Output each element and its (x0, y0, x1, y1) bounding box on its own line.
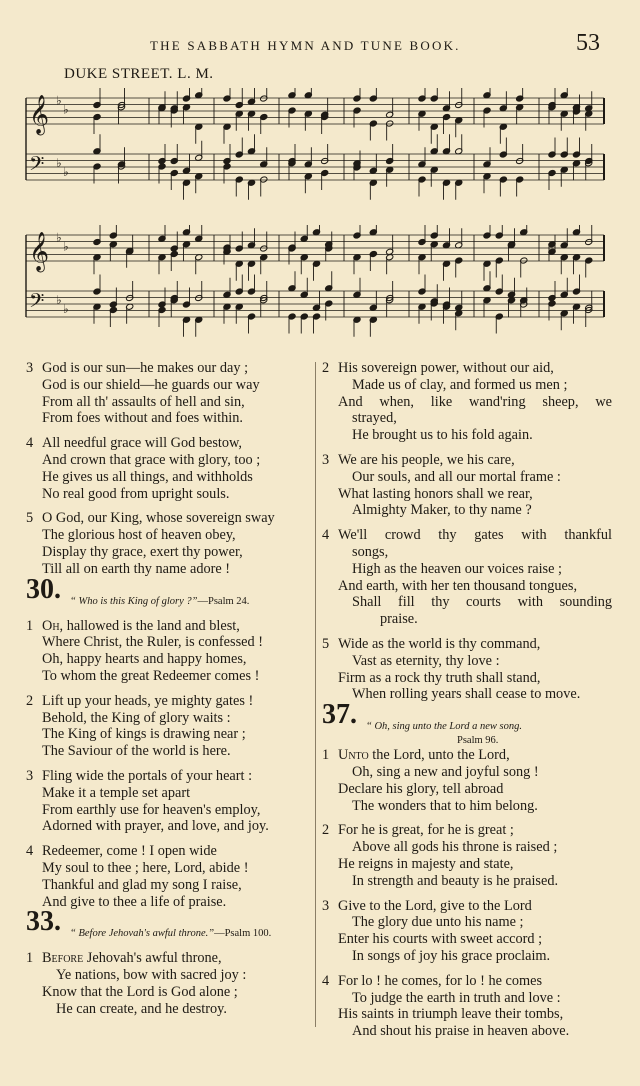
stanza-number: 2 (322, 360, 330, 376)
verse-line: The Saviour of the world is here. (42, 743, 231, 760)
flat-sign: ♭ (63, 102, 69, 117)
verse-line (26, 950, 310, 967)
stanza-number: 4 (26, 435, 34, 452)
verse-line: God is our sun—he makes our day ; (42, 360, 249, 376)
verse-line: In strength and beauty is he praised. (352, 872, 559, 889)
caption-text: “ Who is this King of glory ?” (70, 595, 198, 607)
verse-line: In songs of joy his grace proclaim. (352, 947, 551, 964)
verse-line: Our souls, and all our mortal frame : (352, 468, 561, 485)
caption-source: Psalm 96. (457, 735, 499, 747)
stanza-number: 4 (322, 527, 330, 544)
line-rest: the Lord, unto the Lord, (368, 747, 510, 764)
verse-line: He reigns in majesty and state, (338, 855, 514, 872)
stanza (322, 360, 612, 444)
line-rest: Jehovah's awful throne, (83, 950, 222, 967)
music-staff-system (22, 225, 612, 337)
stanza (322, 747, 612, 814)
first-word: Before (42, 950, 84, 967)
verse-line: Adorned with prayer, and love, and joy. (42, 818, 269, 835)
verse-line: From all th' assaults of hell and sin, (42, 393, 245, 410)
verse-line: To whom the great Redeemer comes ! (42, 667, 260, 684)
verse-line: Ye nations, bow with sacred joy : (56, 967, 247, 984)
verse-line: For lo ! he comes, for lo ! he comes (338, 972, 543, 989)
hymn-caption (70, 594, 249, 611)
verse-line: Fling wide the portals of your heart : (42, 767, 253, 784)
verse-line: High as the heaven our voices raise ; (352, 560, 563, 577)
verse-line: Lift up your heads, ye mighty gates ! (42, 692, 254, 709)
flat-sign: ♭ (56, 293, 62, 307)
hymn-caption (366, 719, 522, 736)
first-word: Unto (338, 747, 369, 764)
verse-line: Vast as eternity, thy love : (352, 652, 500, 669)
verse-line: And when, like wand'ring sheep, we (338, 393, 612, 410)
verse-line: Above all gods his throne is raised ; (352, 839, 558, 856)
caption-source: —Psalm 100. (214, 928, 272, 940)
caption-text: “ Oh, sing unto the Lord a new song. (366, 721, 522, 733)
music-system-1 (22, 88, 612, 200)
verse-line: strayed, (352, 410, 397, 427)
verse-line: songs, (352, 543, 389, 560)
stanza-number: 3 (26, 767, 34, 784)
hymn-heading (26, 906, 310, 946)
stanza (322, 973, 612, 1040)
verse-line: To judge the earth in truth and love : (352, 989, 561, 1006)
verse-line: Redeemer, come ! I open wide (42, 843, 217, 860)
stanza (322, 527, 612, 628)
verse-line: Oh, happy hearts and happy homes, (42, 651, 247, 668)
music-staff-system (22, 88, 612, 200)
flat-sign: ♭ (56, 156, 62, 170)
flat-sign: ♭ (56, 93, 62, 108)
verse-line: Oh, sing a new and joyful song ! (352, 763, 539, 780)
verse-line: O God, our King, whose sovereign sway (42, 510, 275, 527)
stanza (26, 950, 310, 1017)
verse-line: Where Christ, the Ruler, is confessed ! (42, 634, 263, 651)
stanza-number: 1 (26, 617, 34, 634)
stanza (26, 360, 310, 427)
stanza (26, 843, 310, 910)
stanza-number: 5 (26, 510, 34, 527)
verse-line: All needful grace will God bestow, (42, 435, 242, 452)
bass-clef: 𝄢 (29, 289, 45, 318)
verse-line (322, 747, 612, 764)
hymn-number: 30. (26, 573, 61, 605)
verse-line: Shall fill thy courts with sounding (352, 594, 612, 611)
page-number: 53 (576, 30, 600, 56)
treble-clef: 𝄞 (29, 94, 50, 135)
flat-sign: ♭ (56, 230, 62, 245)
verse-line: His saints in triumph leave their tombs, (338, 1006, 564, 1023)
stanza-number: 4 (322, 972, 330, 989)
verse-line: Display thy grace, exert thy power, (42, 543, 243, 560)
hymn-number: 33. (26, 906, 61, 938)
stanza (322, 636, 612, 703)
stanza (322, 898, 612, 965)
verse-line: Give to the Lord, give to the Lord (338, 897, 532, 914)
stanza-number: 1 (322, 747, 330, 764)
verse-line: Firm as a rock thy truth shall stand, (338, 669, 541, 686)
verse-line: The wonders that to him belong. (352, 797, 538, 814)
verse-line: He can create, and he destroy. (56, 1000, 227, 1017)
verse-line: And earth, with her ten thousand tongues, (338, 577, 578, 594)
verse-line: My soul to thee ; here, Lord, abide ! (42, 859, 249, 876)
verse-line: The glory due unto his name ; (352, 914, 524, 931)
verse-line: praise. (380, 611, 418, 628)
verse-line: Declare his glory, tell abroad (338, 780, 504, 797)
verse-line: The King of kings is drawing near ; (42, 726, 246, 743)
verse-line: His sovereign power, without our aid, (338, 360, 554, 376)
verse-line: And crown that grace with glory, too ; (42, 451, 261, 468)
stanza-number: 3 (26, 360, 34, 376)
flat-sign: ♭ (63, 302, 69, 317)
verse-line: We'll crowd thy gates with thankful (338, 527, 612, 544)
stanza-number: 4 (26, 843, 34, 860)
stanza (322, 822, 612, 889)
stanza (26, 693, 310, 760)
verse-line: What lasting honors shall we rear, (338, 485, 533, 502)
verse-line (26, 618, 310, 635)
verse-line: From foes without and foes within. (42, 410, 243, 427)
caption-source: —Psalm 24. (197, 595, 250, 607)
verse-line: Behold, the King of glory waits : (42, 709, 231, 726)
stanza-number: 2 (322, 822, 330, 839)
right-column (322, 360, 612, 1048)
left-column (26, 360, 310, 1026)
stanza-number: 3 (322, 451, 330, 468)
bass-clef: 𝄢 (29, 152, 45, 181)
verse-line: And give to thee a life of praise. (42, 893, 227, 910)
stanza (26, 768, 310, 835)
stanza (26, 618, 310, 685)
hymn-heading (26, 573, 310, 614)
verse-line: Make it a temple set apart (42, 784, 191, 801)
verse-line: Thankful and glad my song I raise, (42, 876, 242, 893)
column-divider (315, 362, 316, 1027)
music-system-2 (22, 225, 612, 337)
verse-line: We are his people, we his care, (338, 451, 515, 468)
hymn-heading (322, 699, 612, 747)
verse-line: From earthly use for heaven's employ, (42, 801, 261, 818)
verse-line: No real good from upright souls. (42, 485, 230, 502)
flat-sign: ♭ (63, 165, 69, 180)
verse-line: When rolling years shall cease to move. (352, 686, 581, 703)
verse-line: Till all on earth thy name adore ! (42, 560, 231, 577)
stanza-number: 5 (322, 635, 330, 652)
running-title: THE SABBATH HYMN AND TUNE BOOK. (150, 38, 461, 53)
caption-text: “ Before Jehovah's awful throne.” (70, 928, 215, 940)
stanza-number: 3 (322, 897, 330, 914)
flat-sign: ♭ (63, 239, 69, 254)
verse-line: He gives us all things, and withholds (42, 468, 253, 485)
stanza-number: 1 (26, 950, 34, 967)
verse-line: Enter his courts with sweet accord ; (338, 931, 543, 948)
verse-line: And shout his praise in heaven above. (352, 1023, 570, 1040)
verse-line: Made us of clay, and formed us men ; (352, 376, 568, 393)
stanza (26, 435, 310, 502)
stanza-number: 2 (26, 692, 34, 709)
verse-line: He brought us to his fold again. (352, 427, 533, 444)
verse-line: For he is great, for he is great ; (338, 822, 514, 839)
verse-line: Wide as the world is thy command, (338, 635, 541, 652)
verse-line: The glorious host of heaven obey, (42, 527, 236, 544)
line-rest: hallowed is the land and blest, (63, 617, 240, 634)
treble-clef: 𝄞 (29, 231, 50, 272)
stanza (322, 452, 612, 519)
page-header (0, 30, 640, 60)
hymn-caption (70, 926, 271, 943)
verse-line: God is our shield—he guards our way (42, 376, 260, 393)
tune-name: DUKE STREET. L. M. (64, 66, 214, 82)
hymn-number: 37. (322, 699, 357, 731)
stanza (26, 510, 310, 577)
verse-line: Almighty Maker, to thy name ? (352, 502, 532, 519)
first-word: Oh, (42, 617, 64, 634)
verse-line: Know that the Lord is God alone ; (42, 983, 238, 1000)
